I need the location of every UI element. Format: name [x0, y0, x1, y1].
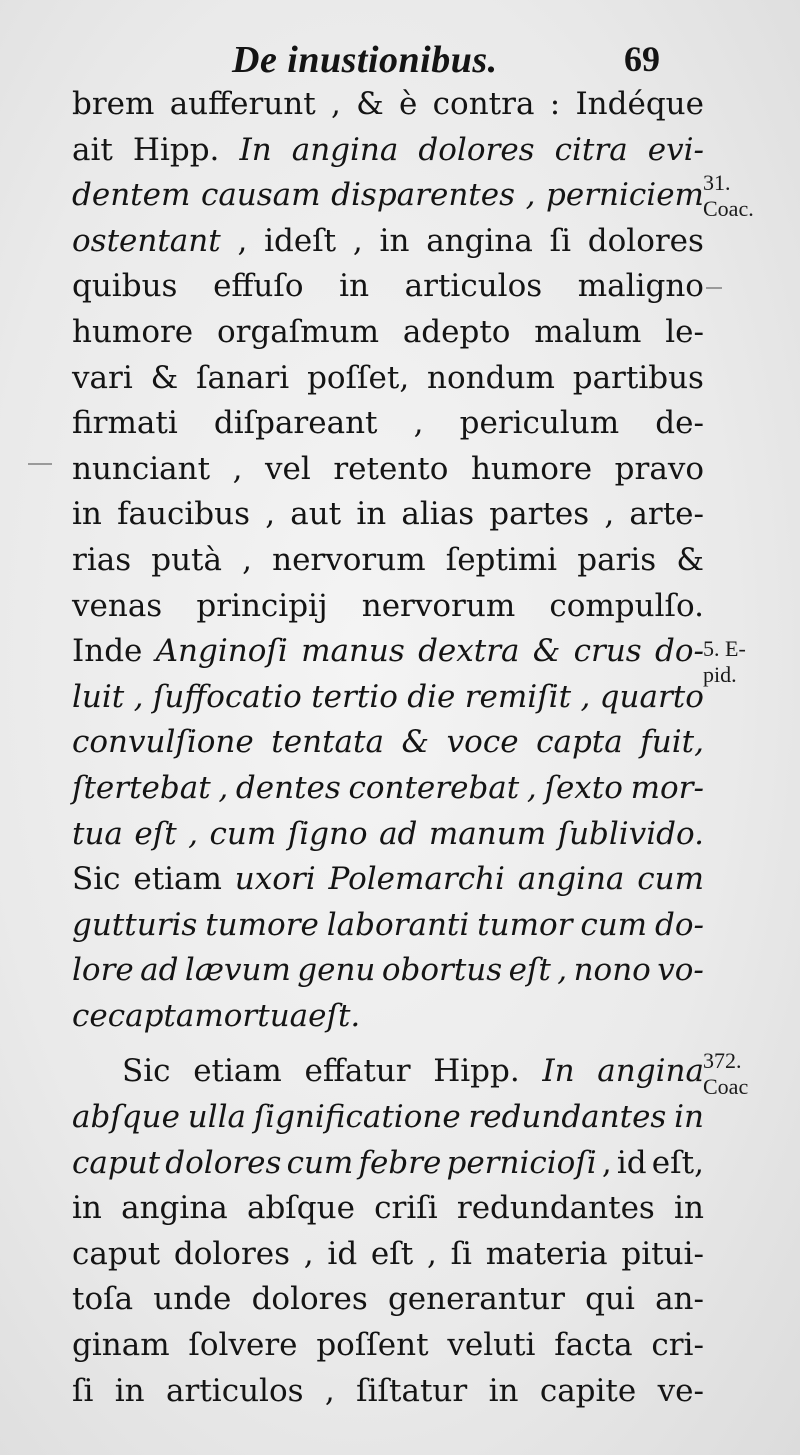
- word: laboranti: [326, 906, 470, 943]
- word: pravo: [614, 450, 704, 487]
- word: ad: [379, 815, 418, 852]
- word: nondum: [427, 359, 555, 396]
- word: ve-: [657, 1372, 704, 1409]
- word: poſſent: [316, 1327, 429, 1364]
- word: caput: [72, 1144, 161, 1181]
- word: cum: [580, 906, 648, 943]
- word: ſigno: [287, 815, 368, 852]
- word: capite: [539, 1372, 637, 1409]
- word: principij: [196, 587, 328, 624]
- word: cum: [286, 1144, 354, 1181]
- word: luit: [72, 678, 125, 715]
- word: fuit,: [640, 724, 704, 761]
- word: Sic: [122, 1053, 171, 1090]
- text-line: [72, 903, 704, 949]
- word: toſa: [72, 1281, 134, 1318]
- word: Hipp.: [433, 1053, 520, 1090]
- word: mortua: [194, 997, 309, 1034]
- word: nunciant: [72, 450, 211, 487]
- word: abſque: [72, 1099, 180, 1136]
- text-line: [72, 1323, 704, 1369]
- word: &: [356, 86, 384, 122]
- bleed-through-mark: [28, 463, 52, 465]
- word: dextra: [418, 633, 520, 670]
- word: nervorum: [272, 541, 426, 578]
- word: :: [549, 86, 561, 122]
- word: maligno: [577, 268, 704, 305]
- word: orgaſmum: [216, 313, 380, 350]
- text-line: [72, 857, 704, 903]
- word: compulſo.: [549, 587, 704, 624]
- word: eſt: [134, 815, 177, 852]
- word: diſpareant: [213, 405, 378, 442]
- text-line: [72, 1232, 704, 1278]
- word: convulſione: [72, 724, 254, 761]
- word: paris: [577, 541, 657, 578]
- text-line: [72, 675, 704, 721]
- word: ce: [72, 997, 108, 1034]
- word: febre: [358, 1144, 442, 1181]
- word: faucibus: [117, 496, 250, 533]
- word: die: [407, 678, 456, 715]
- word: aufferunt: [169, 86, 316, 122]
- word: venas: [72, 587, 163, 624]
- margin-note-line: 372.: [703, 1048, 742, 1073]
- text-line: [72, 629, 704, 675]
- word: retento: [333, 450, 449, 487]
- word: ostentant: [72, 222, 221, 259]
- word: abſque: [246, 1190, 355, 1227]
- word: ,: [265, 496, 276, 533]
- word: ,: [324, 1372, 335, 1409]
- word: manus: [301, 633, 405, 670]
- text-line: [72, 219, 704, 265]
- word: in: [114, 1372, 145, 1409]
- word: ,: [218, 769, 229, 806]
- margin-note: [703, 170, 754, 222]
- word: nervorum: [361, 587, 516, 624]
- text-line: [72, 994, 704, 1040]
- word: ſtertebat: [72, 769, 211, 806]
- word: ait: [72, 131, 113, 168]
- word: Hipp.: [132, 131, 220, 168]
- word: ſeptimi: [445, 541, 558, 578]
- word: ulla: [187, 1099, 246, 1136]
- word: ,: [526, 769, 537, 806]
- word: ,: [601, 1144, 612, 1181]
- word: dolores: [418, 131, 535, 168]
- word: dolores: [587, 222, 704, 259]
- bleed-through-mark: [706, 287, 722, 289]
- word: putà: [151, 541, 222, 578]
- text-line: [72, 948, 704, 994]
- word: ad: [140, 952, 179, 989]
- word: lævum: [184, 952, 291, 989]
- word: firmati: [72, 405, 178, 442]
- text-line: [72, 356, 704, 402]
- word: &: [401, 724, 430, 761]
- word: tua: [72, 815, 123, 852]
- text-line: [72, 766, 704, 812]
- text-line: [72, 82, 704, 128]
- page-number: 69: [624, 39, 660, 79]
- word: eſt: [508, 952, 551, 989]
- word: in: [674, 1190, 704, 1227]
- word: cum: [209, 815, 277, 852]
- word: tumor: [477, 906, 573, 943]
- text-line: [72, 1095, 704, 1141]
- word: tumore: [205, 906, 319, 943]
- word: evi-: [647, 131, 704, 168]
- word: perniciem: [546, 177, 704, 214]
- word: obortus: [381, 952, 503, 989]
- word: cum: [637, 861, 704, 898]
- word: in: [339, 268, 370, 305]
- word: ideſt: [264, 222, 337, 259]
- margin-note-line: pid.: [703, 662, 737, 687]
- text-line: [72, 310, 704, 356]
- word: do-: [654, 633, 704, 670]
- word: quibus: [72, 268, 178, 305]
- text-line: [72, 538, 704, 584]
- word: causam: [200, 177, 321, 214]
- word: in: [72, 1190, 102, 1227]
- word: redundantes: [456, 1190, 655, 1227]
- word: ,: [188, 815, 199, 852]
- word: etiam: [193, 1053, 282, 1090]
- word: ſexto: [544, 769, 623, 806]
- word: tentata: [271, 724, 384, 761]
- word: do-: [654, 906, 704, 943]
- text-line: [72, 720, 704, 766]
- word: capta: [107, 997, 195, 1034]
- word: in: [356, 496, 387, 533]
- word: effatur: [304, 1053, 411, 1090]
- word: angina: [517, 861, 625, 898]
- word: poſſet,: [307, 359, 410, 396]
- word: dentes: [235, 769, 341, 806]
- word: vo-: [657, 952, 704, 989]
- word: aut: [290, 496, 342, 533]
- word: ſi: [450, 1235, 472, 1272]
- word: ,: [604, 496, 615, 533]
- word: pernicioſi: [446, 1144, 597, 1181]
- word: eſt,: [651, 1144, 704, 1181]
- word: ,: [352, 222, 363, 259]
- word: in: [379, 222, 410, 259]
- margin-note-line: Coac.: [703, 196, 754, 221]
- word: dolores: [173, 1235, 291, 1272]
- word: articulos: [166, 1372, 304, 1409]
- text-line: [72, 1186, 704, 1232]
- word: mor-: [630, 769, 704, 806]
- word: ſolvere: [188, 1327, 298, 1364]
- word: ,: [426, 1235, 437, 1272]
- word: criſi: [374, 1190, 438, 1227]
- word: le-: [665, 313, 704, 350]
- word: disparentes: [331, 177, 515, 214]
- word: partes: [489, 496, 590, 533]
- word: manum: [428, 815, 547, 852]
- word: generantur: [387, 1281, 565, 1318]
- text-line: [72, 1049, 704, 1095]
- word: Sic: [72, 861, 121, 898]
- word: etiam: [133, 861, 222, 898]
- word: eſt: [370, 1235, 414, 1272]
- word: eſt.: [308, 997, 361, 1034]
- word: ,: [413, 405, 424, 442]
- text-line: [72, 173, 704, 219]
- word: humore: [72, 313, 194, 350]
- word: citra: [554, 131, 628, 168]
- word: quarto: [599, 678, 704, 715]
- word: periculum: [459, 405, 620, 442]
- word: &: [532, 633, 561, 670]
- word: ,: [303, 1235, 314, 1272]
- word: id: [327, 1235, 358, 1272]
- text-line: [72, 264, 704, 310]
- word: effuſo: [213, 268, 304, 305]
- word: arte-: [629, 496, 704, 533]
- word: malum: [534, 313, 642, 350]
- word: è: [399, 86, 418, 122]
- word: angina: [426, 222, 533, 259]
- text-line: [72, 1277, 704, 1323]
- word: facta: [554, 1327, 633, 1364]
- word: Anginoſi: [155, 633, 288, 670]
- word: dolores: [165, 1144, 282, 1181]
- word: rias: [72, 541, 132, 578]
- word: lore: [72, 952, 134, 989]
- word: humore: [470, 450, 593, 487]
- text-line: [72, 401, 704, 447]
- word: crus: [573, 633, 642, 670]
- margin-note: [703, 636, 746, 688]
- word: ,: [525, 177, 536, 214]
- word: veluti: [447, 1327, 536, 1364]
- margin-note-line: Coac: [703, 1074, 749, 1099]
- word: vel: [265, 450, 311, 487]
- word: ,: [237, 222, 248, 259]
- word: &: [676, 541, 704, 578]
- text-line: [72, 584, 704, 630]
- word: angina: [597, 1053, 704, 1090]
- running-title: De inustionibus.: [232, 39, 498, 81]
- word: ,: [580, 678, 591, 715]
- word: dentem: [72, 177, 191, 214]
- word: dolores: [251, 1281, 368, 1318]
- word: ſublivido.: [557, 815, 704, 852]
- text-line: [72, 812, 704, 858]
- word: gutturis: [72, 906, 198, 943]
- text-line: [72, 492, 704, 538]
- margin-note-line: 5. E-: [703, 636, 746, 661]
- text-line: [72, 447, 704, 493]
- word: ,: [232, 450, 243, 487]
- word: ſanari: [196, 359, 290, 396]
- word: angina: [121, 1190, 228, 1227]
- word: tertio: [311, 678, 398, 715]
- word: remiſit: [464, 678, 572, 715]
- word: unde: [153, 1281, 232, 1318]
- word: redundantes: [468, 1099, 667, 1136]
- word: adepto: [402, 313, 511, 350]
- body-text: [72, 82, 704, 1414]
- word: vari: [72, 359, 133, 396]
- text-line: [72, 128, 704, 174]
- word: in: [488, 1372, 519, 1409]
- word: ,: [331, 86, 341, 122]
- word: an-: [655, 1281, 704, 1318]
- word: uxori: [234, 861, 316, 898]
- word: ſi: [72, 1372, 94, 1409]
- word: in: [72, 496, 102, 533]
- word: ſi: [549, 222, 571, 259]
- word: partibus: [572, 359, 704, 396]
- margin-note-line: 31.: [703, 170, 731, 195]
- word: &: [150, 359, 179, 396]
- word: ,: [242, 541, 252, 578]
- word: In: [239, 131, 272, 168]
- word: ,: [133, 678, 144, 715]
- word: cri-: [651, 1327, 704, 1364]
- word: ſignificatione: [253, 1099, 461, 1136]
- word: ginam: [72, 1327, 170, 1364]
- word: genu: [297, 952, 376, 989]
- text-line: [72, 1369, 704, 1415]
- word: capta: [536, 724, 623, 761]
- word: qui: [585, 1281, 635, 1318]
- text-line: [72, 1141, 704, 1187]
- word: de-: [655, 405, 704, 442]
- word: articulos: [404, 268, 543, 305]
- word: ſuffocatio: [152, 678, 302, 715]
- word: alias: [401, 496, 475, 533]
- margin-note: [703, 1048, 748, 1100]
- word: voce: [446, 724, 519, 761]
- word: in: [674, 1099, 704, 1136]
- word: id: [616, 1144, 647, 1181]
- word: Inde: [72, 633, 143, 670]
- word: Indéque: [575, 86, 704, 122]
- word: materia: [485, 1235, 608, 1272]
- word: pitui-: [621, 1235, 704, 1272]
- word: nono: [573, 952, 651, 989]
- word: ſiſtatur: [356, 1372, 468, 1409]
- word: brem: [72, 86, 155, 122]
- word: angina: [291, 131, 399, 168]
- word: Polemarchi: [328, 861, 505, 898]
- word: contra: [432, 86, 535, 122]
- word: caput: [72, 1235, 161, 1272]
- word: conterebat: [348, 769, 520, 806]
- word: In: [542, 1053, 575, 1090]
- word: ,: [557, 952, 568, 989]
